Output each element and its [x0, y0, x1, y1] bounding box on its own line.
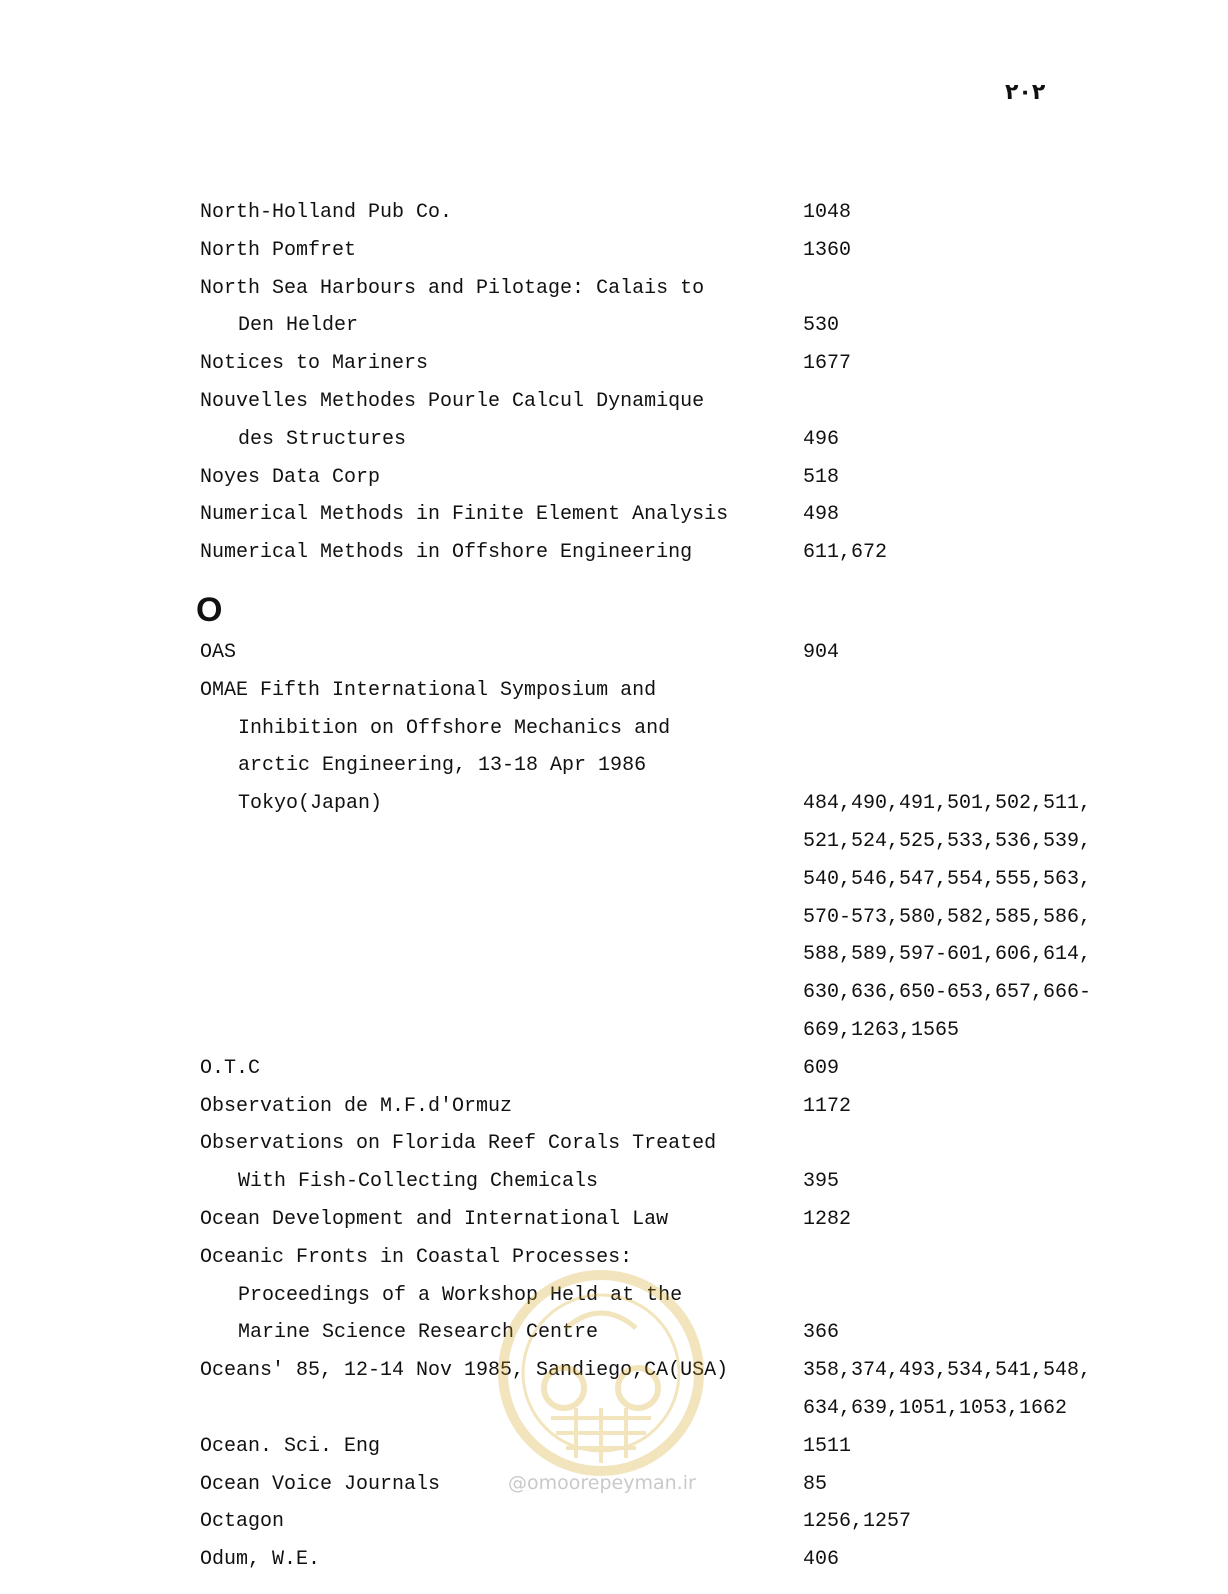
index-page-refs: 904 — [803, 641, 840, 664]
index-page-refs: 1282 — [803, 1208, 852, 1231]
index-term: Noyes Data Corp — [200, 465, 381, 489]
index-page-refs: 1511 — [803, 1434, 852, 1458]
index-page-refs: 484,490,491,501,502,511, — [803, 792, 1092, 816]
index-page-refs: 395 — [803, 1170, 840, 1194]
index-page-refs: 669,1263,1565 — [803, 1019, 960, 1042]
index-term: des Structures — [238, 427, 407, 451]
index-page-refs: 1677 — [803, 352, 852, 376]
index-term: Notices to Mariners — [200, 352, 429, 376]
index-term: Oceans' 85, 12-14 Nov 1985, Sandiego,CA(USA) — [200, 1359, 729, 1383]
index-page-refs: 358,374,493,534,541,548, — [803, 1359, 1092, 1383]
index-term: Marine Science Research Centre — [238, 1321, 599, 1345]
index-term: arctic Engineering, 13-18 Apr 1986 — [238, 754, 647, 778]
index-page-refs: 496 — [803, 427, 840, 451]
index-term: Tokyo(Japan) — [238, 792, 383, 816]
index-entry — [0, 1088, 1228, 1126]
index-page-refs: 570-573,580,582,585,586, — [803, 905, 1092, 929]
index-term: Observation de M.F.d'Ormuz — [200, 1094, 513, 1118]
index-entry — [0, 270, 1228, 308]
index-term: Octagon — [200, 1510, 285, 1534]
index-term: Ocean Development and International Law — [200, 1208, 669, 1231]
index-entry — [0, 1163, 1228, 1201]
index-entry — [0, 194, 1228, 232]
index-page-refs: 1048 — [803, 201, 852, 224]
index-page-refs: 1256,1257 — [803, 1510, 912, 1534]
index-page-refs: 85 — [803, 1472, 828, 1496]
index-term: OAS — [200, 641, 237, 664]
index-entry — [0, 383, 1228, 421]
index-term: Proceedings of a Workshop Held at the — [238, 1283, 683, 1307]
index-page-refs: 588,589,597-601,606,614, — [803, 943, 1092, 967]
index-page-refs: 611,672 — [803, 541, 888, 565]
index-page-refs: 530 — [803, 314, 840, 338]
watermark-text: @omoorepeyman.ir — [508, 1472, 696, 1494]
index-term: Den Helder — [238, 314, 359, 338]
index-entry — [0, 534, 1228, 572]
index-page-refs: 634,639,1051,1053,1662 — [803, 1397, 1068, 1420]
index-entry — [0, 1352, 1228, 1390]
index-page-refs: 366 — [803, 1321, 840, 1345]
index-page-refs: 498 — [803, 503, 840, 527]
index-term: OMAE Fifth International Symposium and — [200, 678, 657, 702]
index-entry — [0, 747, 1228, 785]
index-entry — [0, 974, 1228, 1012]
section-letter-heading: O — [196, 591, 223, 629]
index-page-refs: 609 — [803, 1056, 840, 1080]
index-page-refs: 1172 — [803, 1094, 852, 1118]
index-page-refs: 540,546,547,554,555,563, — [803, 867, 1092, 891]
index-entry — [0, 1050, 1228, 1088]
index-entry — [0, 785, 1228, 823]
index-term: Oceanic Fronts in Coastal Processes: — [200, 1245, 633, 1269]
index-entry — [0, 1503, 1228, 1541]
index-entry — [0, 459, 1228, 497]
index-term: North-Holland Pub Co. — [200, 201, 453, 224]
index-entry — [0, 1201, 1228, 1239]
index-entry — [0, 1277, 1228, 1315]
index-page-refs: 1360 — [803, 238, 852, 262]
index-entry — [0, 1239, 1228, 1277]
page-number: ۲۰۲ — [1005, 80, 1046, 105]
index-term: Ocean Voice Journals — [200, 1472, 441, 1496]
index-entry — [0, 710, 1228, 748]
index-term: Nouvelles Methodes Pourle Calcul Dynamique — [200, 390, 705, 413]
index-entry — [0, 496, 1228, 534]
index-entry — [0, 232, 1228, 270]
index-term: Ocean. Sci. Eng — [200, 1434, 381, 1458]
index-entry — [0, 1314, 1228, 1352]
index-term: Numerical Methods in Offshore Engineering — [200, 541, 693, 565]
index-term: Observations on Florida Reef Corals Treated — [200, 1132, 717, 1156]
index-entry — [0, 1541, 1228, 1579]
index-entry — [0, 307, 1228, 345]
index-entry — [0, 1428, 1228, 1466]
index-page-refs: 518 — [803, 465, 840, 489]
index-term: Odum, W.E. — [200, 1548, 321, 1572]
index-entry — [0, 672, 1228, 710]
index-term: Numerical Methods in Finite Element Analysis — [200, 503, 729, 527]
index-page-refs: 521,524,525,533,536,539, — [803, 830, 1092, 853]
index-term: North Sea Harbours and Pilotage: Calais to — [200, 276, 705, 300]
index-term: Inhibition on Offshore Mechanics and — [238, 716, 671, 740]
index-entry — [0, 823, 1228, 861]
index-page-refs: 406 — [803, 1548, 840, 1572]
index-term: With Fish-Collecting Chemicals — [238, 1170, 599, 1194]
index-entry — [0, 634, 1228, 672]
index-term: North Pomfret — [200, 238, 357, 262]
index-page-refs: 630,636,650-653,657,666- — [803, 981, 1092, 1005]
index-entry — [0, 1125, 1228, 1163]
index-entry — [0, 421, 1228, 459]
index-entry — [0, 1012, 1228, 1050]
index-term: O.T.C — [200, 1056, 261, 1080]
index-entry — [0, 936, 1228, 974]
index-entry — [0, 1390, 1228, 1428]
index-entry — [0, 899, 1228, 937]
index-entry — [0, 861, 1228, 899]
index-entry — [0, 345, 1228, 383]
